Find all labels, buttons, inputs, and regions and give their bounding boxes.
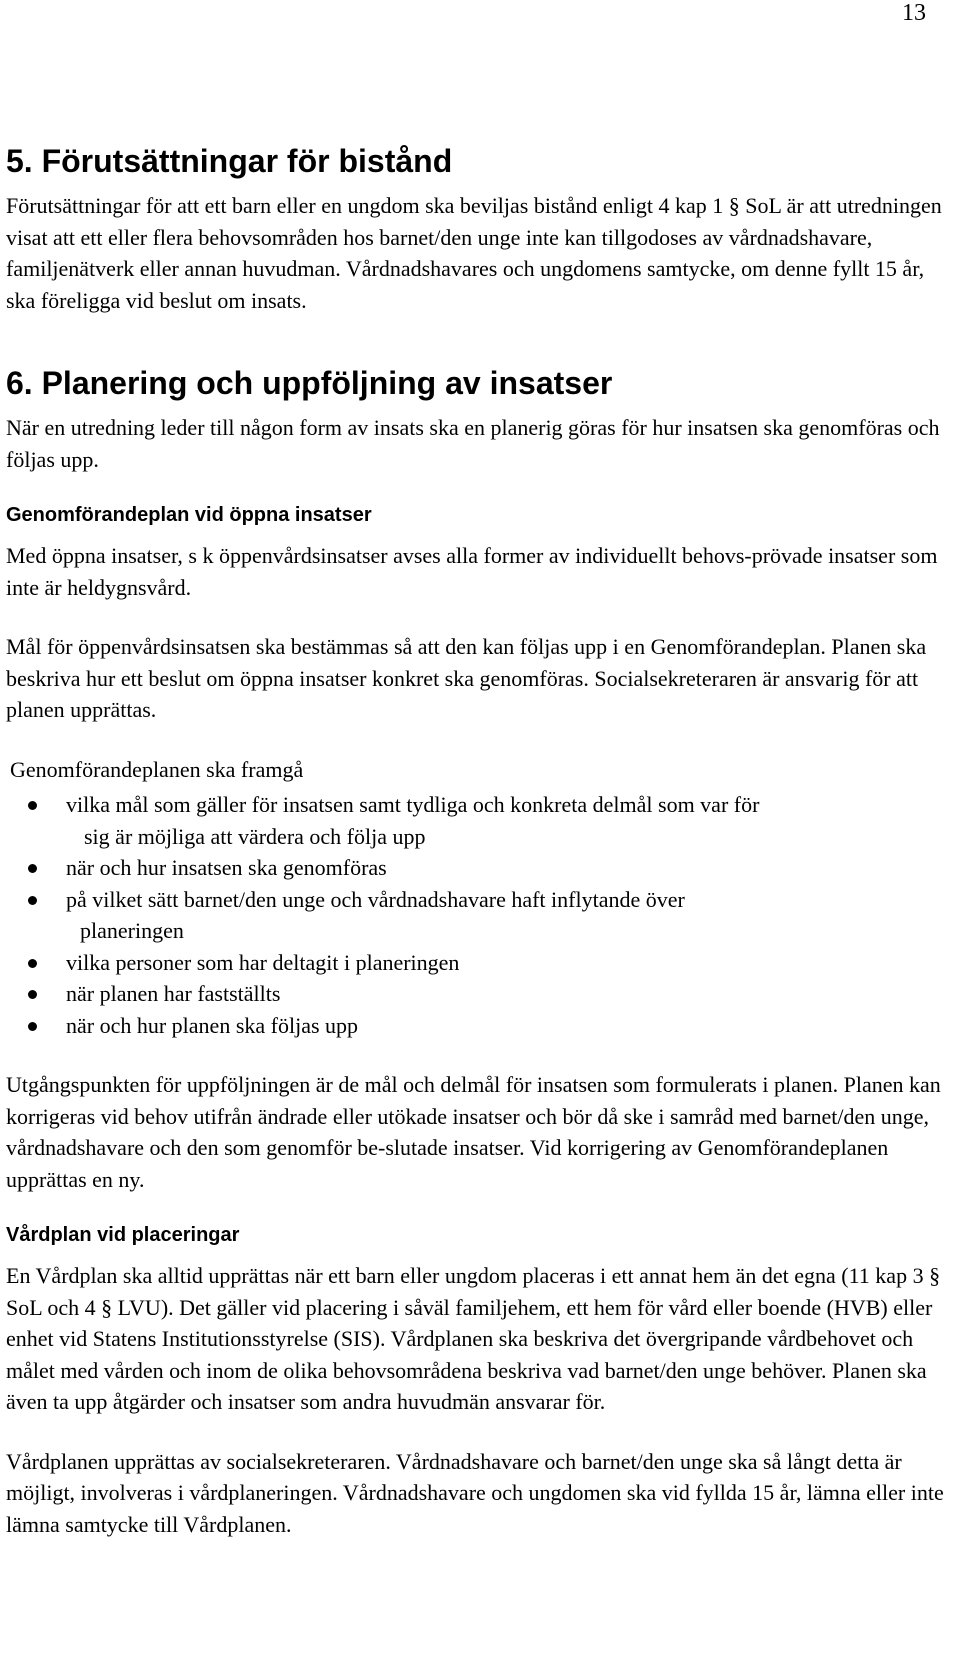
list-item bbox=[6, 884, 950, 947]
genomforandeplan-paragraph-1: Med öppna insatser, s k öppenvårdsinsatser avses alla former av individuellt behovs-prövade insatser som inte är heldygnsvård. bbox=[6, 543, 938, 600]
list-item bbox=[6, 947, 950, 979]
vardplan-heading: Vårdplan vid placeringar bbox=[6, 1224, 240, 1246]
bullet-icon bbox=[28, 959, 37, 968]
bullet-icon bbox=[28, 801, 37, 810]
list-item-line-1: på vilket sätt barnet/den unge och vårdnadshavare haft inflytande över bbox=[66, 886, 685, 912]
list-item-line-1: när planen har fastställts bbox=[66, 981, 281, 1006]
requirements-list bbox=[6, 789, 950, 1041]
section-6-intro: När en utredning leder till någon form av insats ska en planerig göras för hur insatsen ska genomföras och följas upp. bbox=[6, 415, 940, 472]
section-5-heading: 5. Förutsättningar för bistånd bbox=[6, 143, 453, 179]
bullet-icon bbox=[28, 864, 37, 873]
vardplan-paragraph-2: Vårdplanen upprättas av socialsekreteraren. Vårdnadshavare och barnet/den unge ska så långt detta är möjligt, involveras i vårdplaneringen. Vårdnadshavare och ungdomen ska vid fyllda 15 år, lämna eller inte lämna samtycke till Vårdplanen. bbox=[6, 1448, 944, 1537]
bullet-icon bbox=[28, 990, 37, 999]
section-5-paragraph: Förutsättningar för att ett barn eller en ungdom ska beviljas bistånd enligt 4 kap 1 § SoL är att utredningen visat att ett eller flera behovsområden hos barnet/den unge inte kan tillgodoses av vårdnadshavare, familjenätverk eller annan huvudman. Vårdnadshavares och ungdomens samtycke, om denne fyllt 15 år, ska föreligga vid beslut om insats. bbox=[6, 193, 942, 313]
list-item bbox=[6, 852, 950, 884]
list-item-line-1: vilka mål som gäller för insatsen samt tydliga och konkreta delmål som var för bbox=[66, 792, 760, 817]
genomforandeplan-paragraph-3: Utgångspunkten för uppföljningen är de mål och delmål för insatsen som formulerats i planen. Planen kan korrigeras vid behov utifrån ändrade eller utökade insatser och bör då ske i samråd med barnet/den unge, vårdnadshavare och den som genomför be-slutade insatser. Vid korrigering av Genomförandeplanen upprättas en ny. bbox=[6, 1072, 941, 1192]
document-body bbox=[6, 142, 950, 1540]
list-item-line-2: planeringen bbox=[80, 918, 184, 943]
genomforandeplan-paragraph-2: Mål för öppenvårdsinsatsen ska bestämmas så att den kan följas upp i en Genomförandeplan. Planen ska beskriva hur ett beslut om öppna insatser konkret ska genomföras. Socialsekreteraren är ansvarig för att planen upprättas. bbox=[6, 634, 927, 722]
list-item-line-1: när och hur planen ska följas upp bbox=[66, 1012, 359, 1038]
page-number: 13 bbox=[902, 0, 926, 26]
list-item-line-1: vilka personer som har deltagit i planeringen bbox=[66, 949, 460, 975]
list-item-line-2: sig är möjliga att värdera och följa upp bbox=[84, 823, 426, 849]
list-item-line-1: när och hur insatsen ska genomföras bbox=[66, 855, 387, 880]
vardplan-paragraph-1: En Vårdplan ska alltid upprättas när ett barn eller ungdom placeras i ett annat hem än det egna (11 kap 3 § SoL och 4 § LVU). Det gäller vid placering i såväl familjehem, ett hem för vård eller boende (HVB) eller enhet vid Statens Institutionsstyrelse (SIS). Vårdplanen ska beskriva det övergripande vårdbehovet och målet med vården och inom de olika behovsområdena beskriva vad barnet/den unge behöver. Planen ska även ta upp åtgärder och insatser som andra huvudmän ansvarar för. bbox=[6, 1263, 941, 1414]
section-6-heading: 6. Planering och uppföljning av insatser bbox=[6, 365, 613, 401]
list-item bbox=[6, 789, 950, 852]
bullet-icon bbox=[28, 1022, 37, 1031]
list-item bbox=[6, 1010, 950, 1042]
genomforandeplan-heading: Genomförandeplan vid öppna insatser bbox=[6, 504, 372, 526]
list-lead: Genomförandeplanen ska framgå bbox=[10, 756, 304, 782]
list-item bbox=[6, 978, 950, 1010]
bullet-icon bbox=[28, 896, 37, 905]
